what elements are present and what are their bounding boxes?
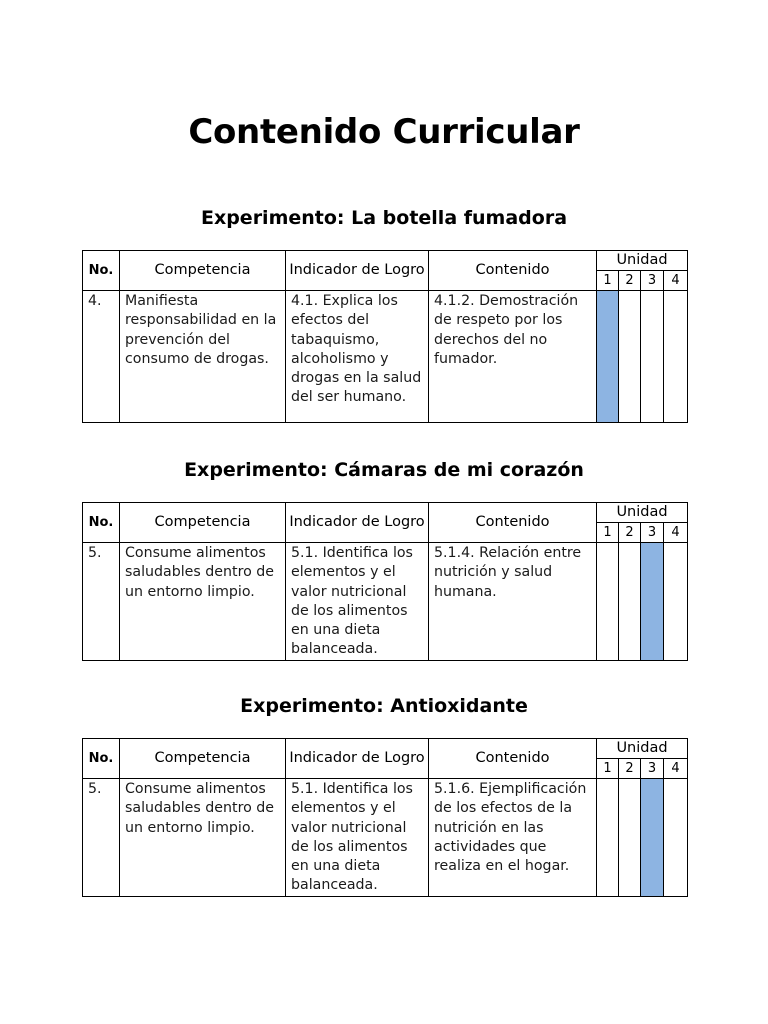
page-title: Contenido Curricular bbox=[188, 112, 580, 152]
header-unidad: Unidad bbox=[597, 739, 688, 759]
cell-indicador: 5.1. Identifica los elementos y el valor nutricional de los alimentos en una dieta balanceada. bbox=[286, 543, 429, 661]
header-indicador: Indicador de Logro bbox=[286, 739, 429, 779]
cell-no: 4. bbox=[83, 291, 120, 423]
unit-number: 3 bbox=[641, 759, 664, 779]
header-contenido: Contenido bbox=[429, 251, 597, 291]
cell-no: 5. bbox=[83, 779, 120, 897]
header-competencia: Competencia bbox=[120, 503, 286, 543]
unit-cell bbox=[664, 779, 688, 897]
unit-cell bbox=[641, 291, 664, 423]
unit-number: 1 bbox=[597, 759, 619, 779]
header-indicador: Indicador de Logro bbox=[286, 503, 429, 543]
table-row bbox=[83, 543, 688, 661]
cell-competencia: Consume alimentos saludables dentro de un entorno limpio. bbox=[120, 779, 286, 897]
cell-competencia: Consume alimentos saludables dentro de un entorno limpio. bbox=[120, 543, 286, 661]
unit-number: 4 bbox=[664, 759, 688, 779]
cell-indicador: 4.1. Explica los efectos del tabaquismo, alcoholismo y drogas en la salud del ser humano. bbox=[286, 291, 429, 423]
unit-cell bbox=[619, 543, 641, 661]
header-unidad: Unidad bbox=[597, 503, 688, 523]
cell-indicador: 5.1. Identifica los elementos y el valor nutricional de los alimentos en una dieta balanceada. bbox=[286, 779, 429, 897]
header-no: No. bbox=[83, 739, 120, 779]
curriculum-table bbox=[82, 738, 688, 897]
header-contenido: Contenido bbox=[429, 739, 597, 779]
header-contenido: Contenido bbox=[429, 503, 597, 543]
cell-contenido: 5.1.6. Ejemplificación de los efectos de la nutrición en las actividades que realiza en el hogar. bbox=[429, 779, 597, 897]
unit-cell-highlighted bbox=[641, 543, 664, 661]
table-row bbox=[83, 779, 688, 897]
unit-number: 2 bbox=[619, 523, 641, 543]
unit-number: 3 bbox=[641, 523, 664, 543]
unit-cell bbox=[619, 779, 641, 897]
unit-cell-highlighted bbox=[597, 291, 619, 423]
unit-cell-highlighted bbox=[641, 779, 664, 897]
experiment-title: Experimento: Antioxidante bbox=[240, 695, 528, 717]
header-competencia: Competencia bbox=[120, 251, 286, 291]
unit-cell bbox=[664, 543, 688, 661]
curriculum-table bbox=[82, 502, 688, 661]
experiment-title: Experimento: La botella fumadora bbox=[200, 207, 568, 229]
header-no: No. bbox=[83, 251, 120, 291]
unit-number: 4 bbox=[664, 523, 688, 543]
unit-cell bbox=[597, 543, 619, 661]
unit-cell bbox=[597, 779, 619, 897]
header-competencia: Competencia bbox=[120, 739, 286, 779]
unit-number: 4 bbox=[664, 271, 688, 291]
curriculum-table bbox=[82, 250, 688, 423]
header-no: No. bbox=[83, 503, 120, 543]
experiment-title: Experimento: Cámaras de mi corazón bbox=[184, 459, 584, 481]
cell-contenido: 5.1.4. Relación entre nutrición y salud humana. bbox=[429, 543, 597, 661]
unit-number: 1 bbox=[597, 271, 619, 291]
table-row bbox=[83, 291, 688, 423]
unit-cell bbox=[664, 291, 688, 423]
unit-cell bbox=[619, 291, 641, 423]
cell-no: 5. bbox=[83, 543, 120, 661]
header-indicador: Indicador de Logro bbox=[286, 251, 429, 291]
unit-number: 2 bbox=[619, 271, 641, 291]
unit-number: 3 bbox=[641, 271, 664, 291]
cell-contenido: 4.1.2. Demostración de respeto por los derechos del no fumador. bbox=[429, 291, 597, 423]
cell-competencia: Manifiesta responsabilidad en la prevención del consumo de drogas. bbox=[120, 291, 286, 423]
unit-number: 1 bbox=[597, 523, 619, 543]
unit-number: 2 bbox=[619, 759, 641, 779]
header-unidad: Unidad bbox=[597, 251, 688, 271]
